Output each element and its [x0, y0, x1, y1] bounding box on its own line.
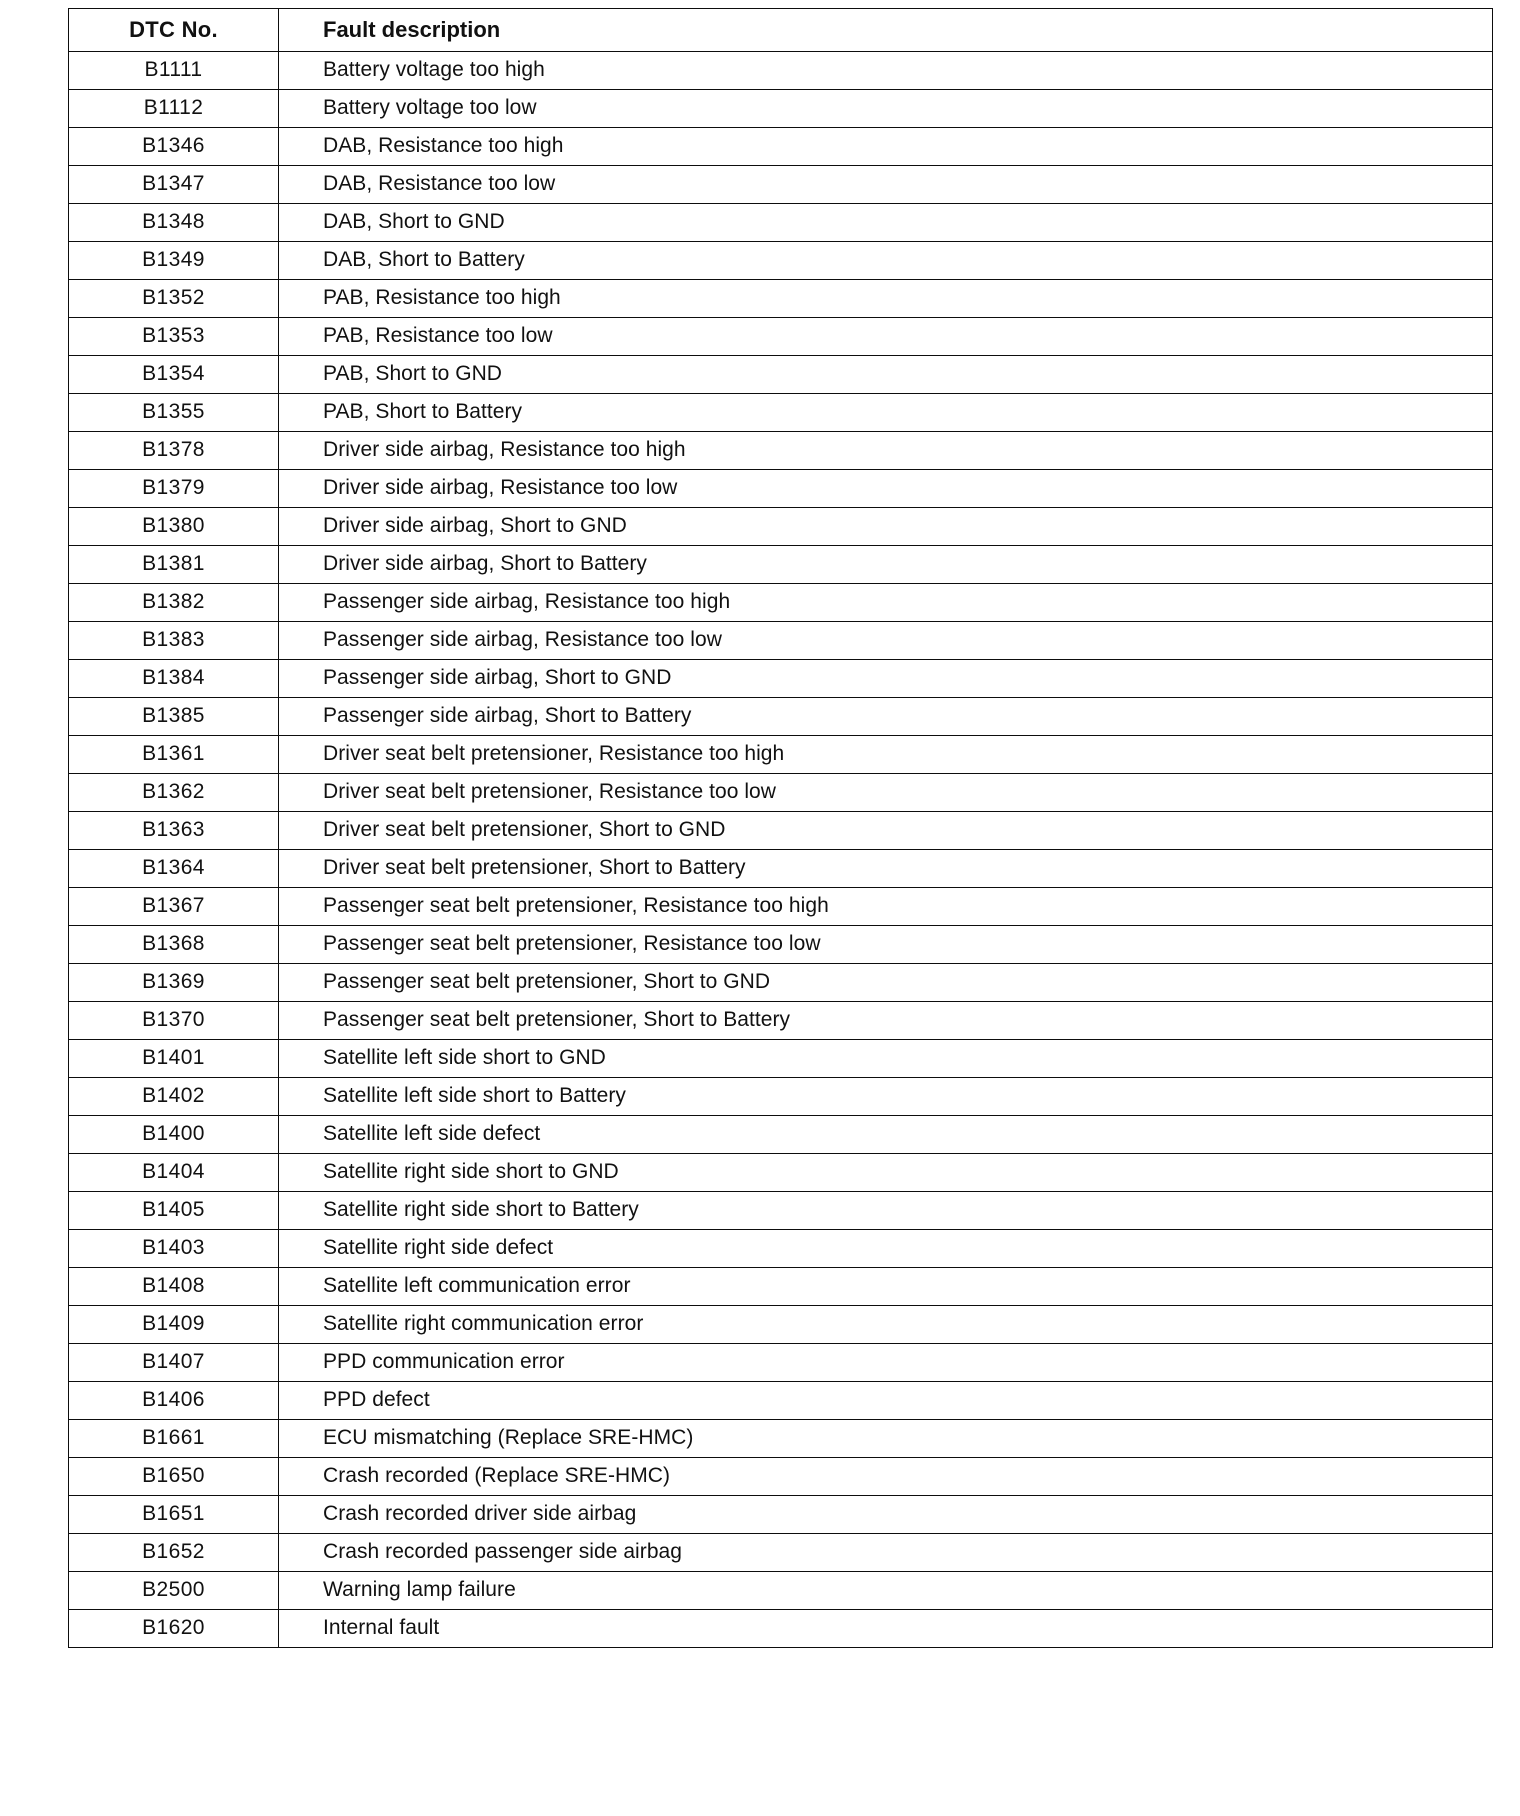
- cell-fault-description: Satellite left side short to GND: [279, 1040, 1493, 1078]
- cell-dtc-no: B1111: [69, 52, 279, 90]
- cell-fault-description: Driver seat belt pretensioner, Resistance too high: [279, 736, 1493, 774]
- cell-dtc-no: B1383: [69, 622, 279, 660]
- cell-dtc-no: B2500: [69, 1572, 279, 1610]
- cell-fault-description: Battery voltage too high: [279, 52, 1493, 90]
- table-row: [69, 1192, 1493, 1230]
- cell-dtc-no: B1382: [69, 584, 279, 622]
- cell-dtc-no: B1400: [69, 1116, 279, 1154]
- cell-fault-description: DAB, Resistance too high: [279, 128, 1493, 166]
- cell-fault-description: Satellite right side short to GND: [279, 1154, 1493, 1192]
- cell-fault-description: DAB, Resistance too low: [279, 166, 1493, 204]
- table-header: [69, 9, 1493, 52]
- table-row: [69, 1268, 1493, 1306]
- cell-dtc-no: B1620: [69, 1610, 279, 1648]
- table-row: [69, 888, 1493, 926]
- cell-fault-description: PPD defect: [279, 1382, 1493, 1420]
- cell-dtc-no: B1384: [69, 660, 279, 698]
- cell-fault-description: Satellite right side short to Battery: [279, 1192, 1493, 1230]
- table-row: [69, 432, 1493, 470]
- cell-fault-description: Internal fault: [279, 1610, 1493, 1648]
- cell-fault-description: Passenger seat belt pretensioner, Short to GND: [279, 964, 1493, 1002]
- cell-fault-description: Satellite left side short to Battery: [279, 1078, 1493, 1116]
- table-row: [69, 1230, 1493, 1268]
- cell-dtc-no: B1381: [69, 546, 279, 584]
- table-row: [69, 1040, 1493, 1078]
- cell-fault-description: Passenger side airbag, Short to GND: [279, 660, 1493, 698]
- cell-fault-description: Passenger side airbag, Resistance too high: [279, 584, 1493, 622]
- cell-dtc-no: B1347: [69, 166, 279, 204]
- cell-fault-description: Satellite right communication error: [279, 1306, 1493, 1344]
- cell-fault-description: PAB, Short to GND: [279, 356, 1493, 394]
- table-row: [69, 1534, 1493, 1572]
- cell-fault-description: Driver side airbag, Resistance too high: [279, 432, 1493, 470]
- cell-dtc-no: B1652: [69, 1534, 279, 1572]
- cell-dtc-no: B1362: [69, 774, 279, 812]
- table-row: [69, 774, 1493, 812]
- cell-dtc-no: B1650: [69, 1458, 279, 1496]
- cell-fault-description: Satellite left side defect: [279, 1116, 1493, 1154]
- cell-dtc-no: B1370: [69, 1002, 279, 1040]
- table-row: [69, 546, 1493, 584]
- table-row: [69, 1420, 1493, 1458]
- cell-fault-description: Crash recorded passenger side airbag: [279, 1534, 1493, 1572]
- cell-dtc-no: B1661: [69, 1420, 279, 1458]
- table-row: [69, 242, 1493, 280]
- column-header-dtc-no: DTC No.: [69, 9, 279, 52]
- cell-fault-description: Driver seat belt pretensioner, Resistance too low: [279, 774, 1493, 812]
- cell-dtc-no: B1402: [69, 1078, 279, 1116]
- table-row: [69, 1116, 1493, 1154]
- cell-fault-description: Passenger side airbag, Resistance too low: [279, 622, 1493, 660]
- table-row: [69, 166, 1493, 204]
- cell-dtc-no: B1353: [69, 318, 279, 356]
- table-row: [69, 1344, 1493, 1382]
- cell-dtc-no: B1355: [69, 394, 279, 432]
- table-row: [69, 318, 1493, 356]
- table-body: [69, 52, 1493, 1648]
- table-row: [69, 622, 1493, 660]
- cell-dtc-no: B1368: [69, 926, 279, 964]
- cell-dtc-no: B1409: [69, 1306, 279, 1344]
- cell-dtc-no: B1408: [69, 1268, 279, 1306]
- table-row: [69, 584, 1493, 622]
- cell-dtc-no: B1349: [69, 242, 279, 280]
- cell-dtc-no: B1354: [69, 356, 279, 394]
- cell-dtc-no: B1363: [69, 812, 279, 850]
- cell-fault-description: Battery voltage too low: [279, 90, 1493, 128]
- table-row: [69, 356, 1493, 394]
- table-row: [69, 204, 1493, 242]
- cell-dtc-no: B1367: [69, 888, 279, 926]
- table-row: [69, 1610, 1493, 1648]
- column-header-fault-description: Fault description: [279, 9, 1493, 52]
- cell-dtc-no: B1379: [69, 470, 279, 508]
- cell-fault-description: Driver side airbag, Short to GND: [279, 508, 1493, 546]
- cell-fault-description: PAB, Resistance too high: [279, 280, 1493, 318]
- cell-dtc-no: B1364: [69, 850, 279, 888]
- cell-fault-description: Driver seat belt pretensioner, Short to GND: [279, 812, 1493, 850]
- cell-dtc-no: B1369: [69, 964, 279, 1002]
- cell-fault-description: Warning lamp failure: [279, 1572, 1493, 1610]
- table-row: [69, 850, 1493, 888]
- dtc-fault-table: [68, 8, 1493, 1648]
- cell-dtc-no: B1406: [69, 1382, 279, 1420]
- cell-fault-description: Driver side airbag, Resistance too low: [279, 470, 1493, 508]
- cell-dtc-no: B1407: [69, 1344, 279, 1382]
- cell-fault-description: Passenger seat belt pretensioner, Short to Battery: [279, 1002, 1493, 1040]
- table-row: [69, 964, 1493, 1002]
- table-row: [69, 698, 1493, 736]
- table-row: [69, 1002, 1493, 1040]
- table-row: [69, 394, 1493, 432]
- cell-fault-description: Crash recorded driver side airbag: [279, 1496, 1493, 1534]
- table-row: [69, 1382, 1493, 1420]
- cell-dtc-no: B1361: [69, 736, 279, 774]
- table-row: [69, 280, 1493, 318]
- cell-fault-description: Passenger seat belt pretensioner, Resistance too high: [279, 888, 1493, 926]
- cell-dtc-no: B1352: [69, 280, 279, 318]
- table-row: [69, 470, 1493, 508]
- cell-dtc-no: B1404: [69, 1154, 279, 1192]
- cell-dtc-no: B1348: [69, 204, 279, 242]
- cell-dtc-no: B1651: [69, 1496, 279, 1534]
- cell-dtc-no: B1346: [69, 128, 279, 166]
- table-row: [69, 90, 1493, 128]
- cell-fault-description: DAB, Short to Battery: [279, 242, 1493, 280]
- cell-dtc-no: B1385: [69, 698, 279, 736]
- cell-fault-description: Crash recorded (Replace SRE-HMC): [279, 1458, 1493, 1496]
- cell-fault-description: PAB, Resistance too low: [279, 318, 1493, 356]
- table-row: [69, 1572, 1493, 1610]
- table-row: [69, 1496, 1493, 1534]
- cell-fault-description: Passenger seat belt pretensioner, Resistance too low: [279, 926, 1493, 964]
- table-row: [69, 1306, 1493, 1344]
- cell-dtc-no: B1403: [69, 1230, 279, 1268]
- table-row: [69, 926, 1493, 964]
- cell-dtc-no: B1401: [69, 1040, 279, 1078]
- cell-dtc-no: B1380: [69, 508, 279, 546]
- cell-dtc-no: B1405: [69, 1192, 279, 1230]
- table-row: [69, 812, 1493, 850]
- cell-fault-description: Satellite left communication error: [279, 1268, 1493, 1306]
- table-row: [69, 660, 1493, 698]
- cell-fault-description: Driver side airbag, Short to Battery: [279, 546, 1493, 584]
- table-row: [69, 52, 1493, 90]
- cell-fault-description: ECU mismatching (Replace SRE-HMC): [279, 1420, 1493, 1458]
- cell-fault-description: Driver seat belt pretensioner, Short to Battery: [279, 850, 1493, 888]
- cell-fault-description: PAB, Short to Battery: [279, 394, 1493, 432]
- table-row: [69, 508, 1493, 546]
- table-row: [69, 1458, 1493, 1496]
- table-row: [69, 736, 1493, 774]
- table-row: [69, 128, 1493, 166]
- table-row: [69, 1078, 1493, 1116]
- cell-dtc-no: B1112: [69, 90, 279, 128]
- table-header-row: [69, 9, 1493, 52]
- cell-fault-description: Satellite right side defect: [279, 1230, 1493, 1268]
- cell-dtc-no: B1378: [69, 432, 279, 470]
- cell-fault-description: Passenger side airbag, Short to Battery: [279, 698, 1493, 736]
- cell-fault-description: PPD communication error: [279, 1344, 1493, 1382]
- table-row: [69, 1154, 1493, 1192]
- cell-fault-description: DAB, Short to GND: [279, 204, 1493, 242]
